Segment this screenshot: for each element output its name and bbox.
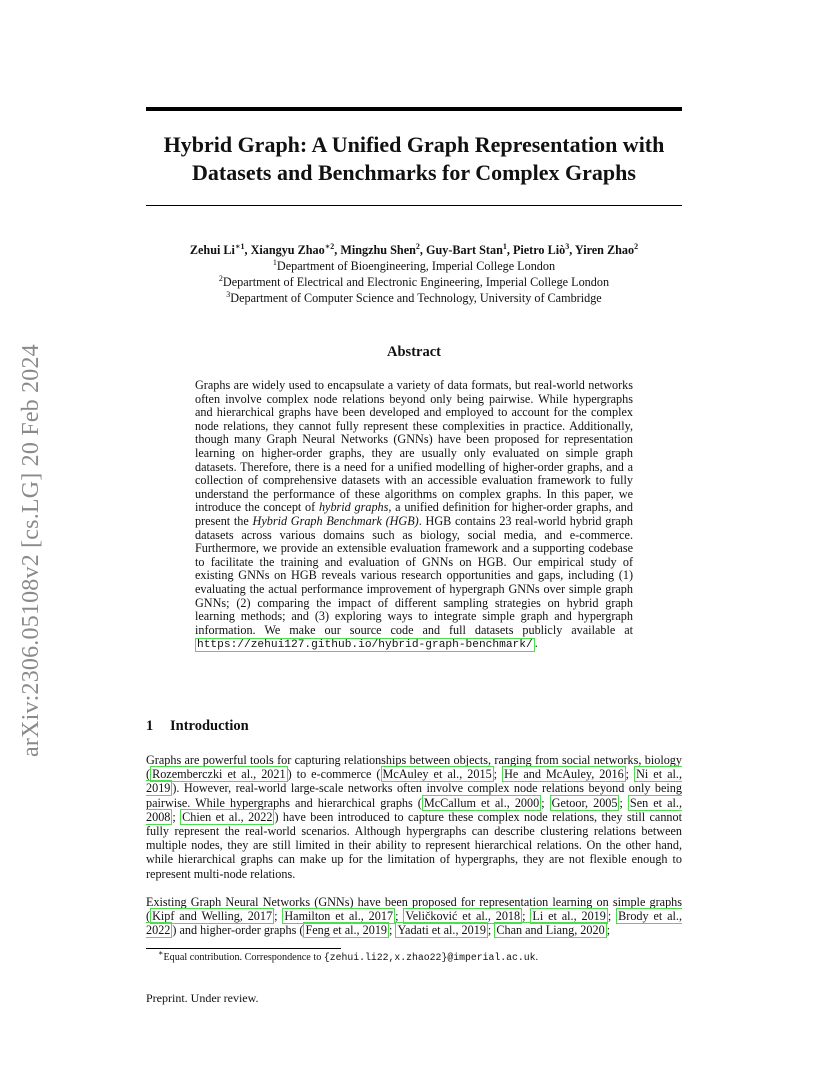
citation-link[interactable]: Veličković et al., 2018: [405, 909, 521, 924]
citation-link[interactable]: Kipf and Welling, 2017: [152, 909, 273, 924]
contact-email[interactable]: {zehui.li22,x.zhao22}@imperial.ac.uk: [323, 952, 536, 963]
citation-link[interactable]: Getoor, 2005: [551, 795, 618, 810]
intro-paragraph-2: [146, 895, 682, 938]
author: Zehui $Li^{∗1}$: [189, 241, 245, 257]
paragraph-text: ;: [493, 767, 503, 782]
citation-link[interactable]: McAuley et al., 2015: [382, 767, 492, 782]
paragraph-text: ) to e-commerce (: [287, 767, 381, 782]
author-list: Zehui $Li^{∗1}$, Xiangyu Zhao$^{∗2}$, Mingzhu Shen$^2$, Guy-Bart Stan$^1$, Pietro Liò$^3$, Yiren Zhao$^2$: [189, 241, 639, 257]
paragraph-text: Existing Graph Neural Networks (GNNs) have been proposed for representation learning on simple graphs (: [146, 895, 682, 924]
paragraph-text: ;: [389, 923, 396, 938]
title-rule-top: [146, 107, 682, 111]
paragraph-text: ;: [625, 767, 635, 782]
author: Pietro Liò$^3$: [512, 241, 570, 257]
footnote: ∗Equal contribution. Correspondence to {zehui.li22,x.zhao22}@imperial.ac.uk.: [158, 948, 539, 963]
title-rule-bottom: [146, 205, 682, 206]
affiliation: $^1$Department of Bioengineering, Imperial College London: [272, 257, 556, 273]
paragraph-text: ;: [606, 923, 611, 938]
author: Guy-Bart Stan$^1$: [425, 241, 507, 257]
section-heading: 1 Introduction: [146, 718, 249, 734]
affiliation: $^2$Department of Electrical and Electronic Engineering, Imperial College London: [218, 273, 610, 289]
arxiv-stamp: arXiv:2306.05108v2 [cs.LG] 20 Feb 2024: [18, 344, 44, 757]
paragraph-text: ;: [395, 909, 404, 924]
citation-link[interactable]: He and McAuley, 2016: [504, 767, 624, 782]
paragraph-text: ) have been introduced to capture these complex node relations, they still cannot fully represent the real-world scenarios. Although hypergraphs can describe clustering relations between multiple nodes, they are still limited in their ability to represent hierarchical relations. On the other hand, while hierarchical graphs can make up for the limitation of hypergraphs, they are not flexible enough to represent multi-node relations.: [146, 809, 682, 881]
paragraph-text: ;: [487, 923, 495, 938]
citation-link[interactable]: Chan and Liang, 2020: [496, 923, 605, 938]
abstract-heading: Abstract: [387, 344, 441, 360]
abstract-body: Graphs are widely used to encapsulate a variety of data formats, but real-world networks often involve complex node relations beyond only being pairwise. While hypergraphs and hierarchical graphs have been developed and employed to account for the complex node relations, they cannot fully represent these complexities in practice. Additionally, though many Graph Neural Networks (GNNs) have been proposed for representation learning on higher-order graphs, they are usually only evaluated on simple graph datasets. Therefore, there is a need for a unified modelling of higher-order graphs, and a collection of comprehensive datasets with an accessible evaluation framework to fully understand the performance of these algorithms on complex graphs. In this paper, we introduce the concept of hybrid graphs, a unified definition for higher-order graphs, and present the Hybrid Graph Benchmark (HGB). HGB contains 23 real-world hybrid graph datasets across various domains such as biology, social media, and e-commerce. Furthermore, we provide an extensible evaluation framework and a supporting codebase to facilitate the training and evaluation of GNNs on HGB. Our empirical study of existing GNNs on HGB reveals various research opportunities and gaps, including (1) evaluating the actual performance improvement of hypergraph GNNs over simple graph GNNs; (2) comparing the impact of different sampling strategies on hybrid graph learning methods; and (3) exploring ways to integrate simple graph and hypergraph information. We make our source code and full datasets publicly available at https://zehui127.github.io/hybrid-graph-benchmark/ .: [195, 378, 634, 652]
citation-link[interactable]: Rozemberczki et al., 2021: [152, 767, 286, 782]
paragraph-text: ) and higher-order graphs (: [172, 923, 304, 938]
citation-link[interactable]: Brody et al., 2022: [146, 909, 683, 938]
paragraph-text: ;: [172, 809, 181, 824]
citation-link[interactable]: Yadati et al., 2019: [397, 923, 486, 938]
citation-link[interactable]: Chien et al., 2022: [182, 809, 273, 824]
paragraph-text: ). However, real-world large-scale networks often involve complex node relations beyond only being pairwise. While hypergraphs and hierarchical graphs (: [146, 781, 682, 810]
paragraph-text: ;: [619, 795, 628, 810]
affiliation: $^3$Department of Computer Science and Technology, University of Cambridge: [226, 289, 602, 305]
citation-link[interactable]: McCallum et al., 2000: [423, 795, 540, 810]
footnote-rule: [146, 948, 341, 949]
paper-title: Hybrid Graph: A Unified Graph Representation with Datasets and Benchmarks for Complex Graphs: [163, 132, 665, 185]
benchmark-link[interactable]: https://zehui127.github.io/hybrid-graph-benchmark/: [197, 639, 533, 652]
author: Xiangyu Zhao$^{∗2}$: [250, 241, 335, 257]
author: Mingzhu Shen$^2$: [340, 241, 420, 257]
paragraph-text: Graphs are powerful tools for capturing relationships between objects, ranging from social networks, biology (: [146, 753, 682, 782]
intro-paragraph-1: [146, 753, 682, 881]
paragraph-text: ;: [274, 909, 283, 924]
citation-link[interactable]: Li et al., 2019: [532, 909, 606, 924]
citation-link[interactable]: Hamilton et al., 2017: [284, 909, 394, 924]
author: Yiren Zhao$^2$: [574, 241, 639, 257]
citation-link[interactable]: Feng et al., 2019: [305, 923, 388, 938]
paragraph-text: ;: [522, 909, 531, 924]
preprint-note: Preprint. Under review.: [146, 991, 259, 1005]
paragraph-text: ;: [541, 795, 550, 810]
paragraph-text: ;: [607, 909, 617, 924]
citation-link[interactable]: Ni et al., 2019: [146, 767, 683, 796]
citation-link[interactable]: Sen et al., 2008: [146, 795, 682, 824]
